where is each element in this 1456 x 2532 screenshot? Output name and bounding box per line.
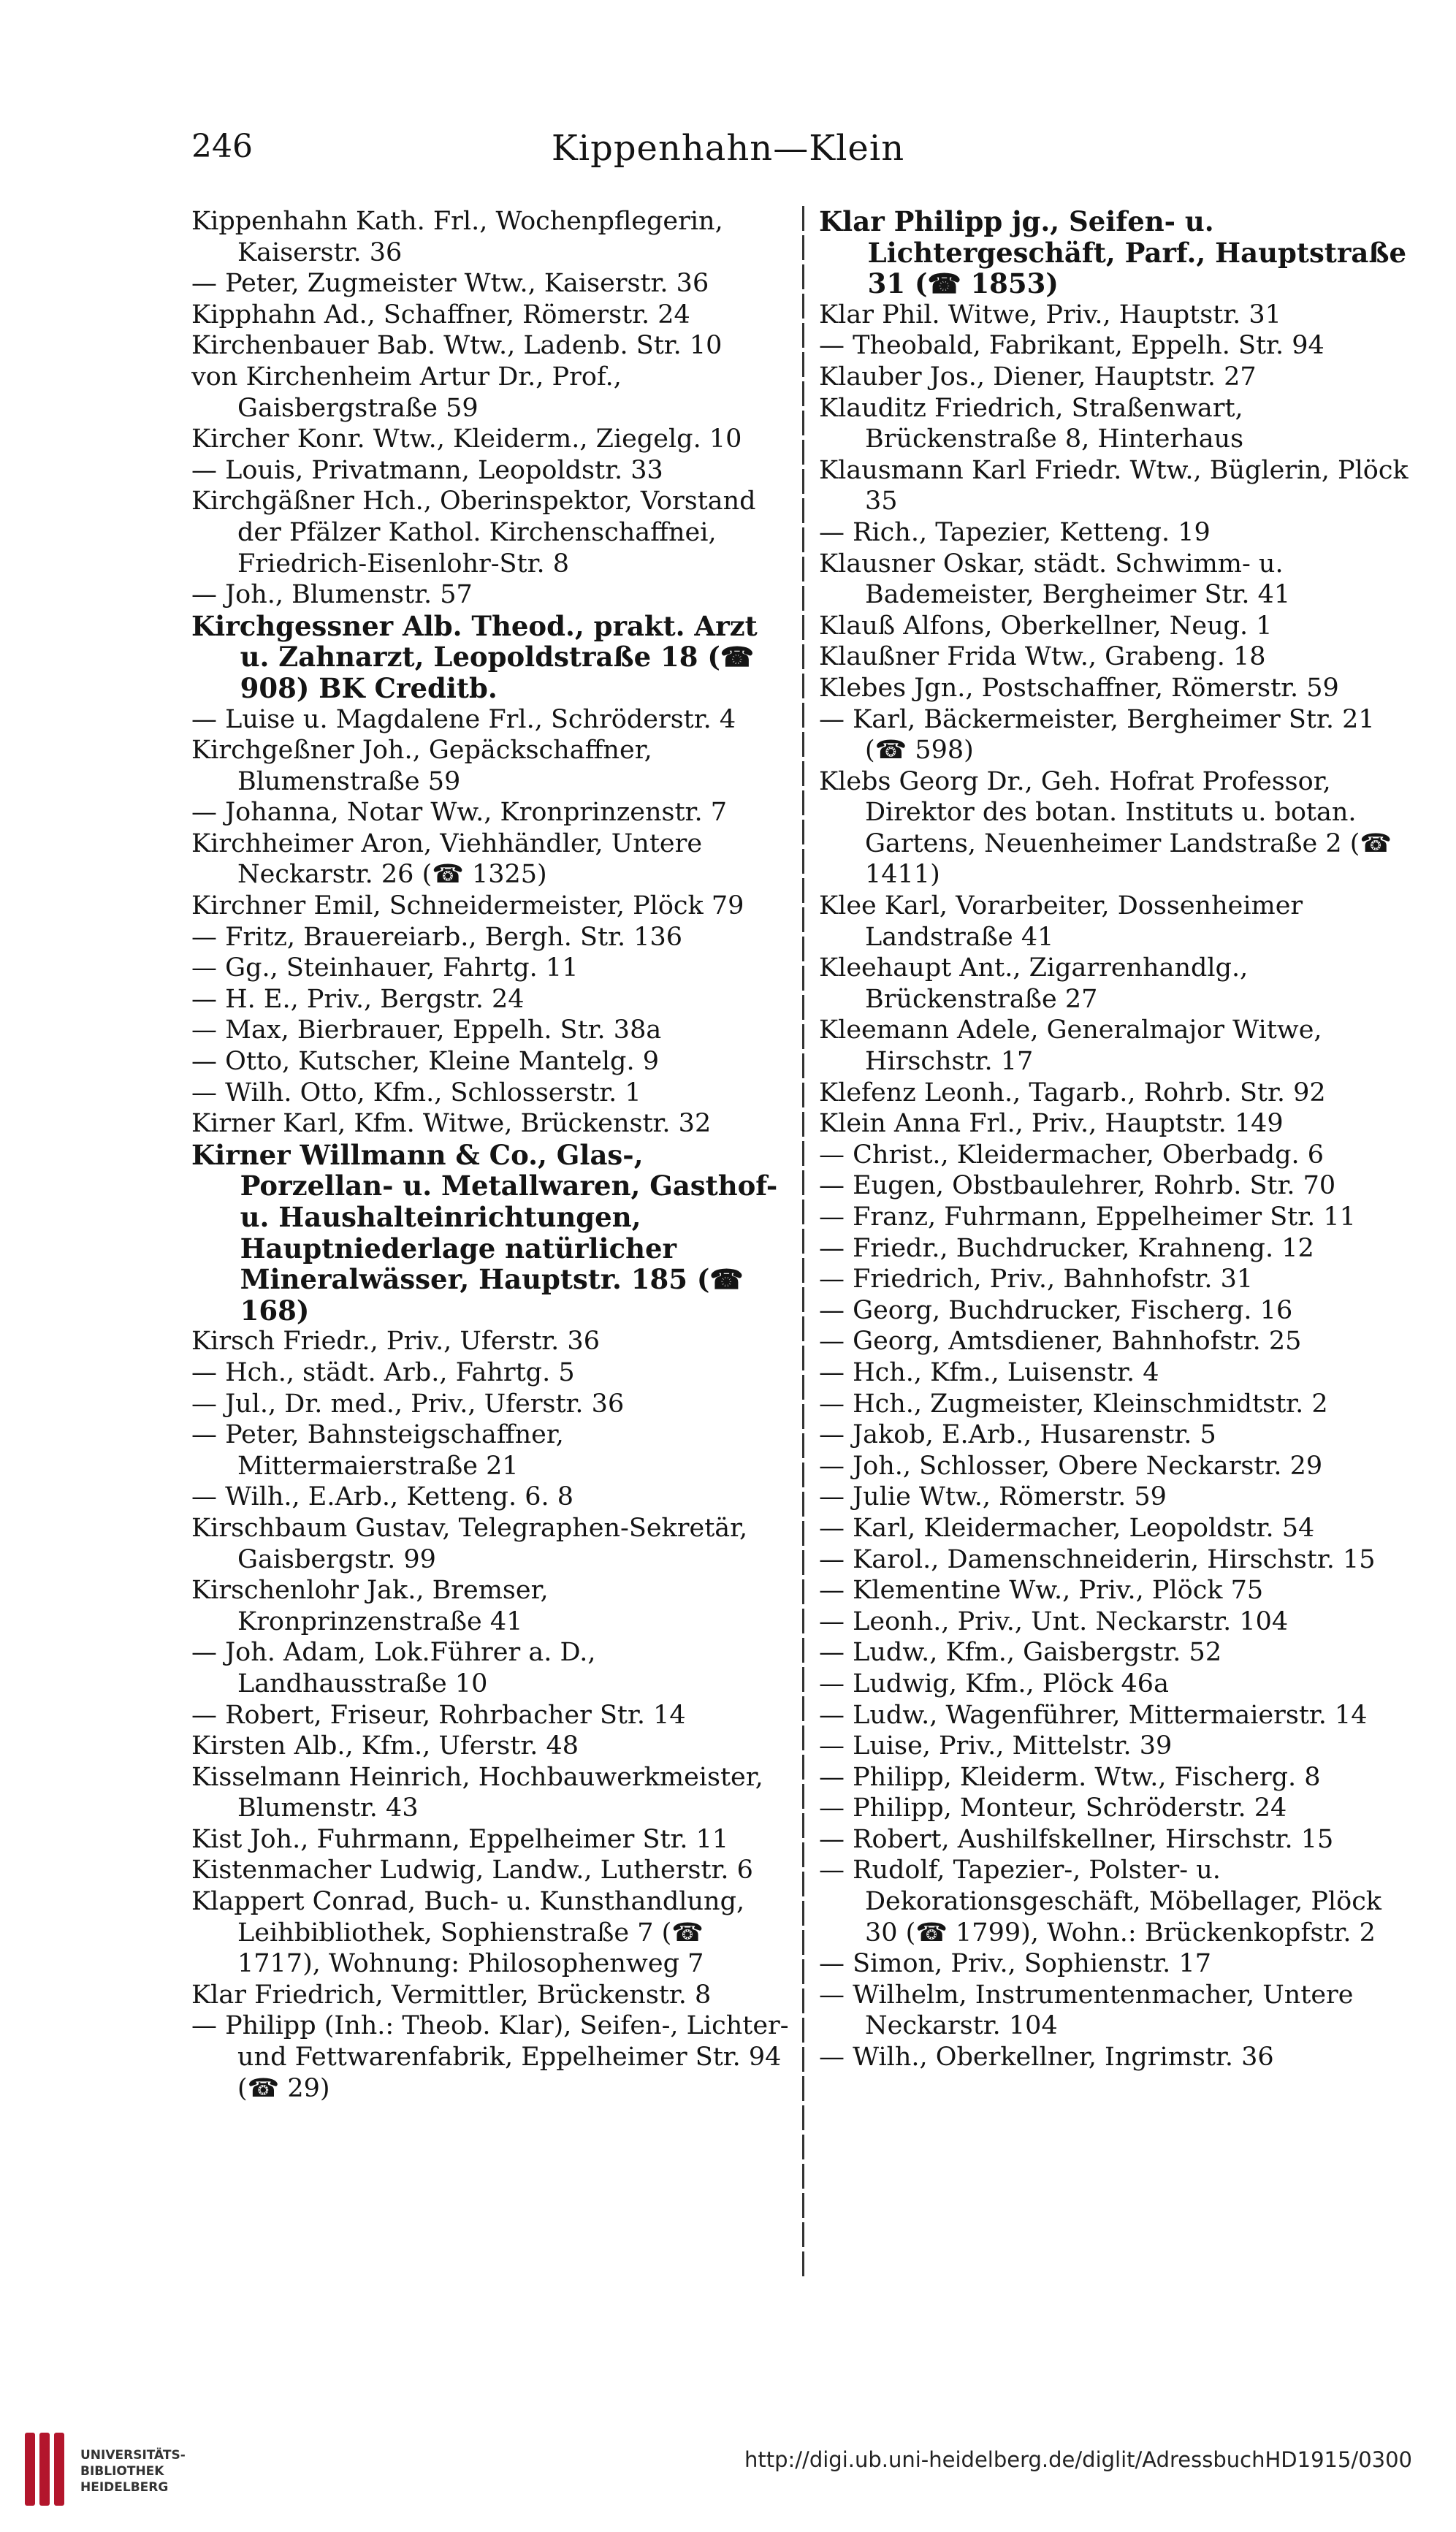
right-column [804,206,1415,2278]
directory-entry: Kistenmacher Ludwig, Landw., Lutherstr. 6 [191,1856,753,1885]
page-number: 246 [191,128,253,165]
library-name-line: HEIDELBERG [80,2480,169,2495]
directory-entry: — Friedr., Buchdrucker, Krahneng. 12 [819,1233,1314,1263]
directory-entry: Klausner Oskar, städt. Schwimm- u. Bademeister, Bergheimer Str. 41 [819,549,1291,610]
directory-entry: Klauber Jos., Diener, Hauptstr. 27 [819,362,1257,392]
directory-entry: — Louis, Privatmann, Leopoldstr. 33 [191,455,663,485]
directory-entry: — Gg., Steinhauer, Fahrtg. 11 [191,953,579,983]
library-logo-icon [22,2425,73,2513]
directory-entry: — Jul., Dr. med., Priv., Uferstr. 36 [191,1389,625,1419]
running-title: Kippenhahn—Klein [551,128,905,169]
directory-entry: Kipphahn Ad., Schaffner, Römerstr. 24 [191,300,690,329]
directory-entry: Kirsten Alb., Kfm., Uferstr. 48 [191,1731,579,1761]
directory-entry: Klappert Conrad, Buch- u. Kunsthandlung, Leihbibliothek, Sophienstraße 7 (☎ 1717), Wohnung: Philosophenweg 7 [191,1887,745,1979]
directory-entry: — Luise, Priv., Mittelstr. 39 [819,1731,1173,1761]
directory-entry: — Wilhelm, Instrumentenmacher, Untere Neckarstr. 104 [819,1980,1354,2041]
directory-entry: Kirchgessner Alb. Theod., prakt. Arzt u. Zahnarzt, Leopoldstraße 18 (☎ 908) BK Creditb. [191,609,758,704]
directory-entry: Kleehaupt Ant., Zigarrenhandlg., Brückenstraße 27 [819,953,1249,1014]
directory-entry: Klee Karl, Vorarbeiter, Dossenheimer Landstraße 41 [819,891,1303,952]
directory-entry: — H. E., Priv., Bergstr. 24 [191,984,525,1014]
directory-entry: — Joh. Adam, Lok.Führer a. D., Landhausstraße 10 [191,1638,596,1698]
directory-entry: Kisselmann Heinrich, Hochbauwerkmeister, Blumenstr. 43 [191,1762,763,1823]
directory-entry: — Klementine Ww., Priv., Plöck 75 [819,1576,1264,1606]
directory-entry: — Johanna, Notar Ww., Kronprinzenstr. 7 [191,798,727,828]
directory-entry: — Wilh. Otto, Kfm., Schlosserstr. 1 [191,1078,641,1107]
directory-entry: — Max, Bierbrauer, Eppelh. Str. 38a [191,1015,662,1045]
directory-entry: — Robert, Aushilfskellner, Hirschstr. 15 [819,1824,1334,1854]
directory-entry: — Eugen, Obstbaulehrer, Rohrb. Str. 70 [819,1171,1336,1201]
directory-entry: Klausmann Karl Friedr. Wtw., Büglerin, Plöck 35 [819,455,1409,516]
directory-entry: — Fritz, Brauereiarb., Bergh. Str. 136 [191,922,683,952]
directory-entry: — Karl, Bäckermeister, Bergheimer Str. 21 (☎ 598) [819,704,1375,766]
directory-entry: Kirchenbauer Bab. Wtw., Ladenb. Str. 10 [191,331,723,361]
directory-entry: — Hch., Zugmeister, Kleinschmidtstr. 2 [819,1389,1328,1419]
directory-entry: Klaußner Frida Wtw., Grabeng. 18 [819,642,1266,672]
directory-entry: — Peter, Bahnsteigschaffner, Mittermaierstraße 21 [191,1420,564,1481]
directory-entry: — Ludw., Wagenführer, Mittermaierstr. 14 [819,1700,1368,1730]
directory-entry: — Joh., Blumenstr. 57 [191,580,473,610]
directory-entry: Klein Anna Frl., Priv., Hauptstr. 149 [819,1109,1284,1139]
directory-entry: Kirchner Emil, Schneidermeister, Plöck 79 [191,891,744,921]
directory-entry: — Philipp, Monteur, Schröderstr. 24 [819,1793,1287,1823]
directory-entry: — Hch., Kfm., Luisenstr. 4 [819,1357,1159,1387]
directory-entry: Kirchgäßner Hch., Oberinspektor, Vorstand der Pfälzer Kathol. Kirchenschaffnei, Friedrich-Eisenlohr-Str. 8 [191,487,756,579]
directory-entry: Kist Joh., Fuhrmann, Eppelheimer Str. 11 [191,1824,729,1854]
directory-entry: — Jakob, E.Arb., Husarenstr. 5 [819,1420,1216,1450]
directory-entry: — Ludw., Kfm., Gaisbergstr. 52 [819,1638,1222,1668]
directory-entry: Klar Philipp jg., Seifen- u. Lichtergeschäft, Parf., Hauptstraße 31 (☎ 1853) [819,206,1407,300]
directory-entry: — Wilh., E.Arb., Ketteng. 6. 8 [191,1482,574,1512]
directory-columns [191,206,1415,2278]
directory-entry: — Julie Wtw., Römerstr. 59 [819,1482,1167,1512]
directory-entry: Klebes Jgn., Postschaffner, Römerstr. 59 [819,673,1339,703]
directory-entry: Klefenz Leonh., Tagarb., Rohrb. Str. 92 [819,1078,1326,1107]
directory-entry: Klar Phil. Witwe, Priv., Hauptstr. 31 [819,300,1281,329]
left-column [191,206,802,2278]
directory-entry: — Rich., Tapezier, Ketteng. 19 [819,517,1211,547]
page-footer [0,2403,1456,2532]
directory-entry: Kirsch Friedr., Priv., Uferstr. 36 [191,1327,600,1357]
directory-entry: Kirner Willmann & Co., Glas-, Porzellan- u. Metallwaren, Gasthof- u. Haushalteinrichtungen, Hauptniederlage natürlicher Mineralwässer, Hauptstr. 185 (☎ 168) [191,1138,778,1327]
directory-entry: — Hch., städt. Arb., Fahrtg. 5 [191,1357,575,1387]
library-name-line: UNIVERSITÄTS- [80,2448,186,2463]
directory-entry: — Peter, Zugmeister Wtw., Kaiserstr. 36 [191,269,709,299]
directory-entry: Kirchheimer Aron, Viehhändler, Untere Neckarstr. 26 (☎ 1325) [191,828,703,890]
directory-entry: Kippenhahn Kath. Frl., Wochenpflegerin, Kaiserstr. 36 [191,207,723,267]
directory-entry: Kirchgeßner Joh., Gepäckschaffner, Blumenstraße 59 [191,736,652,796]
directory-entry: — Karl, Kleidermacher, Leopoldstr. 54 [819,1513,1315,1543]
directory-entry: — Luise u. Magdalene Frl., Schröderstr. 4 [191,704,736,734]
directory-entry: — Georg, Buchdrucker, Fischerg. 16 [819,1295,1293,1325]
directory-entry: — Wilh., Oberkellner, Ingrimstr. 36 [819,2043,1274,2072]
directory-entry: Kleemann Adele, Generalmajor Witwe, Hirschstr. 17 [819,1015,1322,1077]
directory-entry: — Christ., Kleidermacher, Oberbadg. 6 [819,1140,1324,1170]
directory-entry: — Robert, Friseur, Rohrbacher Str. 14 [191,1700,686,1730]
directory-entry: Klar Friedrich, Vermittler, Brückenstr. 8 [191,1980,712,2010]
directory-entry: — Leonh., Priv., Unt. Neckarstr. 104 [819,1606,1289,1636]
library-name [80,2447,186,2495]
directory-entry: Kirschenlohr Jak., Bremser, Kronprinzenstraße 41 [191,1576,549,1636]
directory-entry: — Rudolf, Tapezier-, Polster- u. Dekorationsgeschäft, Möbellager, Plöck 30 (☎ 1799), Wohn.: Brückenkopfstr. 2 [819,1856,1382,1948]
directory-entry: — Franz, Fuhrmann, Eppelheimer Str. 11 [819,1202,1356,1232]
directory-entry: — Georg, Amtsdiener, Bahnhofstr. 25 [819,1327,1302,1357]
directory-entry: Kircher Konr. Wtw., Kleiderm., Ziegelg. 10 [191,424,742,454]
directory-entry: — Theobald, Fabrikant, Eppelh. Str. 94 [819,331,1324,361]
directory-entry: — Philipp (Inh.: Theob. Klar), Seifen-, Lichter- und Fettwarenfabrik, Eppelheimer Str. 94 (☎ 29) [191,2011,789,2103]
directory-entry: — Friedrich, Priv., Bahnhofstr. 31 [819,1265,1254,1294]
directory-entry: Kirner Karl, Kfm. Witwe, Brückenstr. 32 [191,1109,712,1139]
directory-entry: — Karol., Damenschneiderin, Hirschstr. 15 [819,1544,1376,1574]
page-header [0,128,1456,179]
directory-entry: — Simon, Priv., Sophienstr. 17 [819,1949,1211,1979]
directory-entry: — Joh., Schlosser, Obere Neckarstr. 29 [819,1451,1323,1481]
directory-entry: — Philipp, Kleiderm. Wtw., Fischerg. 8 [819,1762,1321,1792]
library-name-line: BIBLIOTHEK [80,2464,164,2479]
directory-entry: Klauditz Friedrich, Straßenwart, Brückenstraße 8, Hinterhaus [819,393,1244,454]
directory-entry: — Otto, Kutscher, Kleine Mantelg. 9 [191,1047,659,1077]
directory-entry: Klebs Georg Dr., Geh. Hofrat Professor, Direktor des botan. Instituts u. botan. Gartens, Neuenheimer Landstraße 2 (☎ 1411) [819,766,1392,890]
directory-entry: Klauß Alfons, Oberkellner, Neug. 1 [819,611,1273,641]
source-url[interactable]: http://digi.ub.uni-heidelberg.de/diglit/AdressbuchHD1915/0300 [744,2447,1412,2472]
directory-entry: von Kirchenheim Artur Dr., Prof., Gaisbergstraße 59 [191,362,622,423]
directory-entry: Kirschbaum Gustav, Telegraphen-Sekretär, Gaisbergstr. 99 [191,1513,748,1574]
directory-entry: — Ludwig, Kfm., Plöck 46a [819,1669,1169,1698]
